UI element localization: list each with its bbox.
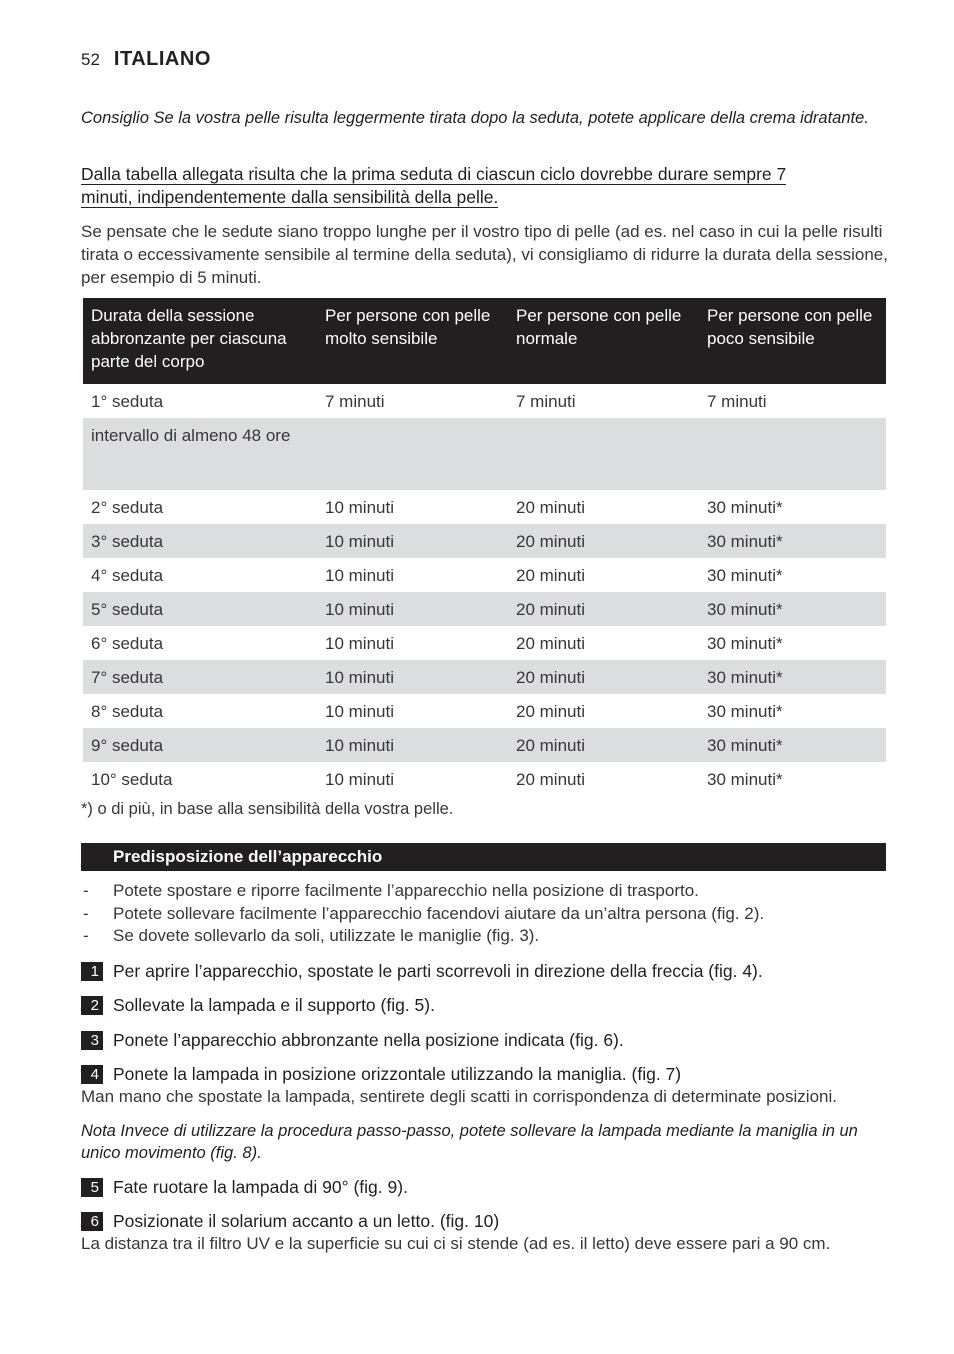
table-cell: 20 minuti [508, 660, 699, 694]
table-cell: 4° seduta [91, 565, 164, 585]
table-cell: 30 minuti* [707, 497, 783, 517]
table-header-cell: Per persone con pelle normale [508, 298, 699, 384]
table-cell: 10 minuti [317, 728, 508, 762]
table-cell: 10 minuti [317, 524, 508, 558]
bullet-list [81, 880, 886, 948]
table-cell: 10 minuti [325, 633, 394, 653]
table-cell: 20 minuti [516, 633, 585, 653]
step-1 [81, 960, 891, 983]
bullet-marker: - [83, 881, 89, 900]
step-detail: La distanza tra il filtro UV e la superficie su cui ci si stende (ad es. il letto) deve essere pari a 90 cm. [81, 1233, 831, 1253]
list-item-text: Se dovete sollevarlo da soli, utilizzate le maniglie (fig. 3). [113, 926, 540, 945]
table-cell: 7 minuti [707, 391, 767, 411]
table-row [83, 418, 886, 490]
table-cell [699, 418, 886, 490]
table-row [83, 524, 886, 558]
table-cell: 20 minuti [516, 565, 585, 585]
table-cell: 3° seduta [83, 524, 317, 558]
table-cell: 7° seduta [83, 660, 317, 694]
table-row [83, 558, 886, 592]
step-number-badge: 2 [81, 996, 103, 1015]
table-cell: 10 minuti [325, 565, 394, 585]
list-item-text: Potete sollevare facilmente l’apparecchio facendovi aiutare da un’altra persona (fig. 2). [113, 903, 765, 923]
list-item-text: Potete spostare e riporre facilmente l’apparecchio nella posizione di trasporto. [113, 881, 699, 900]
section-heading-bar [81, 843, 886, 871]
table-cell: 20 minuti [508, 728, 699, 762]
table-header-cell: Per persone con pelle poco sensibile [699, 298, 886, 384]
step-5 [81, 1176, 891, 1199]
table-cell: 30 minuti* [707, 633, 783, 653]
step-2 [81, 994, 891, 1017]
step-text: Posizionate il solarium accanto a un letto. (fig. 10) [113, 1211, 500, 1231]
table-row [83, 592, 886, 626]
table-footnote: *) o di più, in base alla sensibilità della vostra pelle. [81, 800, 454, 818]
table-cell: 7 minuti [325, 391, 385, 411]
table-cell [508, 418, 699, 490]
list-item [81, 925, 886, 948]
table-cell: 5° seduta [83, 592, 317, 626]
step-text: Per aprire l’apparecchio, spostate le parti scorrevoli in direzione della freccia (fig. 4). [113, 961, 763, 981]
step-3 [81, 1029, 891, 1052]
table-cell: 7 minuti [516, 391, 576, 411]
table-cell: 10° seduta [91, 769, 173, 789]
table-cell: 10 minuti [325, 701, 394, 721]
table-cell [317, 418, 508, 490]
table-row [83, 728, 886, 762]
step-text: Fate ruotare la lampada di 90° (fig. 9). [113, 1177, 408, 1197]
page-number: 52 [81, 50, 100, 69]
table-cell: 10 minuti [317, 592, 508, 626]
table-cell: 8° seduta [91, 701, 164, 721]
table-cell: 20 minuti [516, 769, 585, 789]
list-item [81, 903, 886, 926]
step-number-badge: 4 [81, 1065, 103, 1084]
session-table [83, 298, 886, 796]
table-cell: 30 minuti* [699, 728, 886, 762]
table-cell: 20 minuti [508, 524, 699, 558]
table-row [83, 384, 886, 418]
bullet-marker: - [83, 903, 89, 923]
step-6 [81, 1210, 891, 1255]
step-number-badge: 5 [81, 1178, 103, 1197]
intro-underlined: Dalla tabella allegata risulta che la prima seduta di ciascun ciclo dovrebbe durare sempre 7 minuti, indipendentemente dalla sensibilità della pelle. [81, 164, 787, 207]
table-cell: 30 minuti* [699, 660, 886, 694]
table-cell: 10 minuti [317, 660, 508, 694]
table-row [83, 490, 886, 524]
table-header-cell: Durata della sessione abbronzante per ciascuna parte del corpo [83, 298, 317, 384]
table-cell: 30 minuti* [699, 524, 886, 558]
table-cell: 6° seduta [91, 633, 164, 653]
step-number-badge: 6 [81, 1212, 103, 1231]
table-row [83, 626, 886, 660]
table-cell: 30 minuti* [707, 565, 783, 585]
section-title: Predisposizione dell’apparecchio [113, 847, 383, 866]
table-header-cell: Per persone con pelle molto sensibile [317, 298, 508, 384]
bullet-marker: - [83, 926, 89, 945]
table-cell: 30 minuti* [699, 592, 886, 626]
table-cell: intervallo di almeno 48 ore [83, 418, 317, 490]
body-paragraph: Se pensate che le sedute siano troppo lunghe per il vostro tipo di pelle (ad es. nel caso in cui la pelle risulti tirata o eccessivamente sensibile al termine della seduta), vi consigliamo di ridurre la durata della sessione, per esempio di 5 minuti. [81, 222, 888, 287]
tip-text: Consiglio Se la vostra pelle risulta leggermente tirata dopo la seduta, potete applicare della crema idratante. [81, 109, 869, 127]
table-cell: 20 minuti [516, 497, 585, 517]
table-cell: 20 minuti [516, 701, 585, 721]
table-cell: 10 minuti [325, 497, 394, 517]
step-detail: Man mano che spostate la lampada, sentirete degli scatti in corrispondenza di determinate posizioni. [81, 1086, 837, 1106]
list-item [81, 880, 886, 903]
table-cell: 20 minuti [508, 592, 699, 626]
table-cell: 30 minuti* [707, 769, 783, 789]
table-header-row [83, 298, 886, 384]
table-cell: 2° seduta [91, 497, 164, 517]
intro-text [81, 163, 841, 209]
step-number-badge: 3 [81, 1031, 103, 1050]
step-text: Ponete la lampada in posizione orizzontale utilizzando la maniglia. (fig. 7) [113, 1064, 682, 1084]
table-cell: 10 minuti [325, 769, 394, 789]
step-text: Ponete l’apparecchio abbronzante nella posizione indicata (fig. 6). [113, 1030, 624, 1050]
step-4 [81, 1063, 891, 1108]
step-number-badge: 1 [81, 962, 103, 981]
table-cell: 9° seduta [83, 728, 317, 762]
table-row [83, 694, 886, 728]
table-row [83, 762, 886, 796]
table-cell: 30 minuti* [707, 701, 783, 721]
page-header [81, 48, 211, 71]
step-text: Sollevate la lampada e il supporto (fig. 5). [113, 995, 435, 1015]
note-text: Nota Invece di utilizzare la procedura passo-passo, potete sollevare la lampada mediante la maniglia in un unico movimento (fig. 8). [81, 1122, 858, 1162]
table-cell: 1° seduta [91, 391, 164, 411]
table-row [83, 660, 886, 694]
language-heading: ITALIANO [113, 48, 211, 70]
